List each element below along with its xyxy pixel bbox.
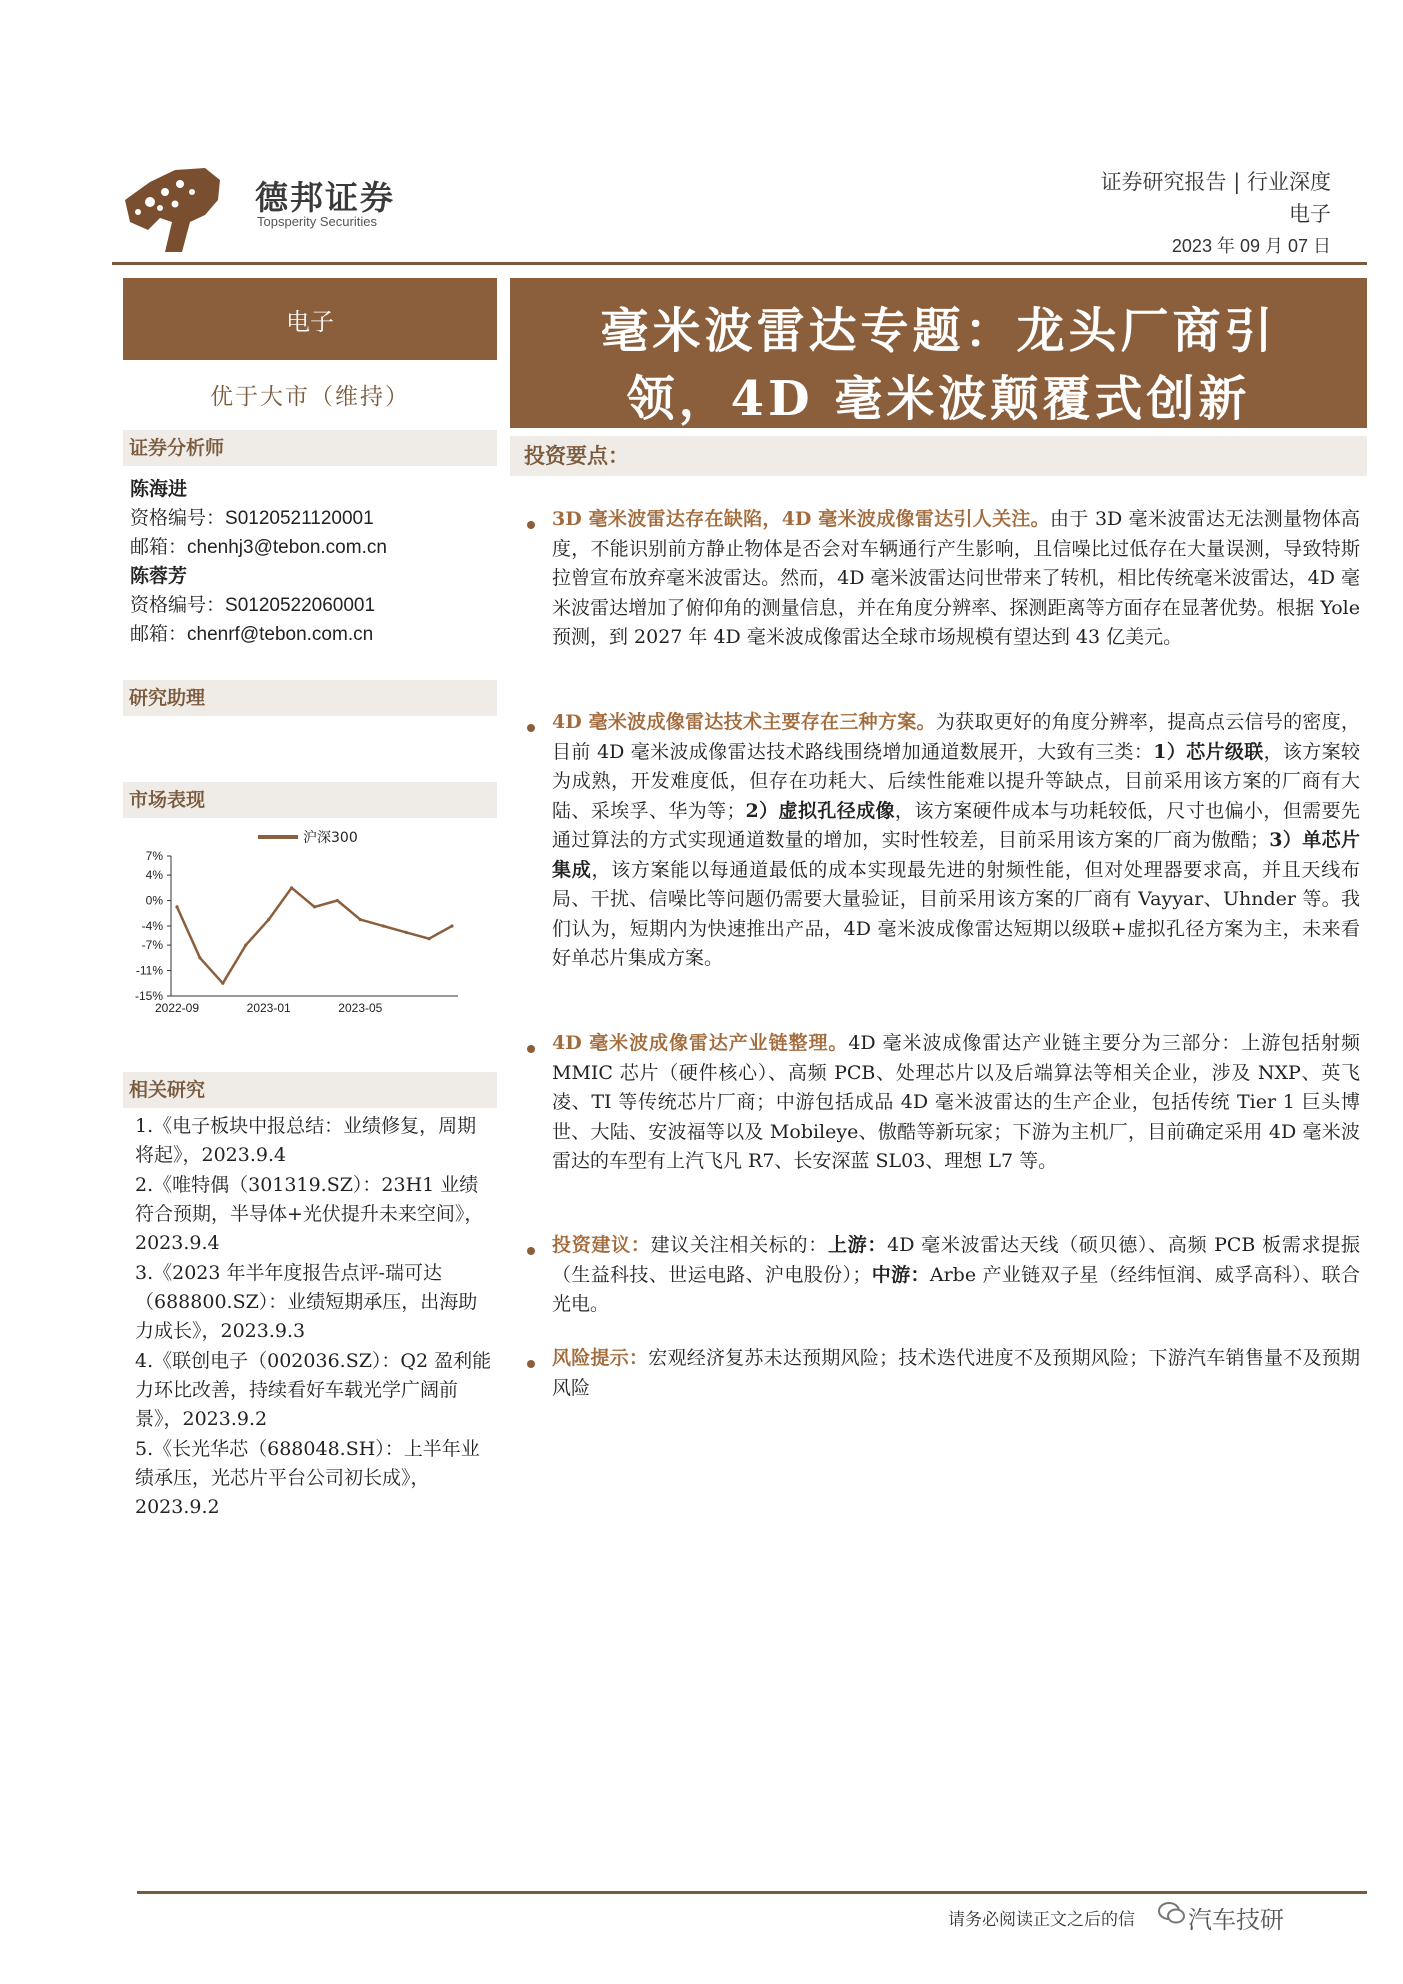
bullet-icon bbox=[527, 1360, 535, 1368]
y-tick-label: -4% bbox=[141, 919, 163, 933]
x-tick-label: 2022-09 bbox=[154, 1001, 200, 1015]
brand-name-cn: 德邦证券 bbox=[255, 178, 395, 217]
watermark: 汽车技研 bbox=[1188, 1906, 1284, 1934]
legend-label: 沪深300 bbox=[303, 830, 358, 846]
data-point bbox=[427, 937, 430, 940]
point-three-schemes: 4D 毫米波成像雷达技术主要存在三种方案。为获取更好的角度分辨率，提高点云信号的密度，目前 4D 毫米波成像雷达技术路线围绕增加通道数展开，大致有三类：1）芯片级联，该方案较为成熟，开发难度低，但存在功耗大、后续性能难以提升等缺点，目前采用该方案的厂商有大陆、采埃孚、华为等；2）虚拟孔径成像，该方案硬件成本与功耗较低，尺寸也偏小，但需要先通过算法的方式实现通道数量的增加，实时性较差，目前采用该方案的厂商为傲酷；3）单芯片集成，该方案能以每通道最低的成本实现最先进的射频性能，但对处理器要求高，并且天线布局、干扰、信噪比等问题仍需要大量验证，目前采用该方案的厂商有 Vayyar、Uhnder 等。我们认为，短期内为快速推出产品，4D 毫米波成像雷达短期以级联+虚拟孔径方案为主，未来看好单芯片集成方案。 bbox=[552, 711, 1360, 969]
data-point bbox=[359, 918, 362, 921]
bullet-icon bbox=[527, 724, 535, 732]
data-point bbox=[290, 886, 293, 889]
y-tick-label: 7% bbox=[145, 849, 163, 863]
y-tick-label: 4% bbox=[145, 868, 163, 883]
wechat-icon bbox=[1157, 1898, 1187, 1928]
rating: 优于大市（维持） bbox=[210, 384, 410, 410]
point-3d-radar: 3D 毫米波雷达存在缺陷，4D 毫米波成像雷达引人关注。由于 3D 毫米波雷达无法测量物体高度，不能识别前方静止物体是否会对车辆通行产生影响，且信噪比过低存在大量误测，导致特斯拉曾宣布放弃毫米波雷达。然而，4D 毫米波雷达问世带来了转机，相比传统毫米波雷达，4D 毫米波雷达增加了俯仰角的测量信息，并在角度分辨率、探测距离等方面存在显著优势。根据 Yole 预测，到 2027 年 4D 毫米波成像雷达全球市场规模有望达到 43 亿美元。 bbox=[552, 508, 1361, 648]
data-point bbox=[336, 899, 339, 902]
report-title-line2: 领，4D 毫米波颠覆式创新 bbox=[626, 371, 1251, 427]
data-point bbox=[267, 918, 270, 921]
analyst-name: 陈海进 bbox=[130, 478, 188, 500]
assistant-heading: 研究助理 bbox=[123, 680, 497, 716]
report-title-line1: 毫米波雷达专题：龙头厂商引 bbox=[600, 303, 1277, 359]
analyst-cert: 资格编号：S0120521120001 bbox=[130, 507, 374, 529]
related-item: 3.《2023 年半年度报告点评-瑞可达（688800.SZ）：业绩短期承压，出海助力成长》，2023.9.3 bbox=[135, 1262, 478, 1342]
sector-box: 电子 bbox=[123, 278, 497, 360]
footer-divider bbox=[137, 1891, 1367, 1894]
market-chart bbox=[123, 826, 497, 1026]
y-tick-label: -7% bbox=[141, 938, 163, 953]
report-type: 证券研究报告 | 行业深度 bbox=[1100, 170, 1331, 194]
footer-disclaimer: 请务必阅读正文之后的信 bbox=[948, 1910, 1135, 1930]
data-point bbox=[221, 982, 224, 985]
bullet-icon bbox=[527, 521, 535, 529]
data-point bbox=[313, 905, 316, 908]
report-sector: 电子 bbox=[1289, 202, 1331, 226]
analyst-heading: 证券分析师 bbox=[123, 430, 497, 466]
title-box bbox=[510, 278, 1367, 428]
bullet-icon bbox=[527, 1045, 535, 1053]
brand-logo bbox=[120, 160, 230, 260]
related-item: 4.《联创电子（002036.SZ）：Q2 盈利能力环比改善，持续看好车载光学广阔前景》，2023.9.2 bbox=[135, 1350, 492, 1430]
related-item: 1.《电子板块中报总结：业绩修复，周期将起》，2023.9.4 bbox=[135, 1115, 477, 1166]
point-risk: 风险提示：宏观经济复苏未达预期风险；技术迭代进度不及预期风险；下游汽车销售量不及预期风险 bbox=[552, 1347, 1360, 1399]
data-point bbox=[450, 924, 453, 927]
y-tick-label: -11% bbox=[135, 963, 163, 978]
investment-heading: 投资要点： bbox=[510, 436, 1367, 476]
analyst-email: 邮箱：chenhj3@tebon.com.cn bbox=[130, 536, 387, 558]
x-tick-label: 2023-05 bbox=[338, 1001, 383, 1015]
x-tick-label: 2023-01 bbox=[246, 1001, 291, 1015]
y-tick-label: -15% bbox=[134, 989, 163, 1003]
related-heading: 相关研究 bbox=[123, 1072, 497, 1108]
data-point bbox=[405, 931, 408, 934]
point-investment-advice: 投资建议：建议关注相关标的：上游：4D 毫米波雷达天线（硕贝德）、高频 PCB 板需求提振（生益科技、世运电路、沪电股份）；中游：Arbe 产业链双子星（经纬恒润、威孚高科）、联合光电。 bbox=[552, 1234, 1360, 1315]
market-heading: 市场表现 bbox=[123, 782, 497, 818]
related-item: 2.《唯特偶（301319.SZ）：23H1 业绩符合预期，半导体+光伏提升未来空间》，2023.9.4 bbox=[135, 1174, 484, 1254]
point-industry-chain: 4D 毫米波成像雷达产业链整理。4D 毫米波成像雷达产业链主要分为三部分：上游包括射频 MMIC 芯片（硬件核心）、高频 PCB、处理芯片以及后端算法等相关企业，涉及 NXP、英飞凌、TI 等传统芯片厂商；中游包括成品 4D 毫米波雷达的生产企业，包括传统 Tier 1 巨头博世、大陆、安波福等以及 Mobileye、傲酷等新玩家；下游为主机厂，目前确定采用 4D 毫米波雷达的车型有上汽飞凡 R7、长安深蓝 SL03、理想 L7 等。 bbox=[552, 1032, 1360, 1172]
related-item: 5.《长光华芯（688048.SH）：上半年业绩承压，光芯片平台公司初长成》，2023.9.2 bbox=[135, 1438, 480, 1518]
analyst-cert: 资格编号：S0120522060001 bbox=[130, 594, 376, 616]
report-date: 2023 年 09 月 07 日 bbox=[1171, 236, 1331, 256]
analyst-email: 邮箱：chenrf@tebon.com.cn bbox=[130, 623, 374, 645]
data-point bbox=[175, 905, 178, 908]
brand-name-en: Topsperity Securities bbox=[257, 214, 377, 229]
data-point bbox=[198, 956, 201, 959]
header-divider bbox=[112, 262, 1367, 265]
series-line-hs300 bbox=[177, 888, 452, 984]
y-tick-label: 0% bbox=[145, 893, 163, 908]
data-point bbox=[382, 924, 385, 927]
analyst-name: 陈蓉芳 bbox=[130, 565, 188, 587]
data-point bbox=[244, 943, 247, 946]
bullet-icon bbox=[527, 1247, 535, 1255]
